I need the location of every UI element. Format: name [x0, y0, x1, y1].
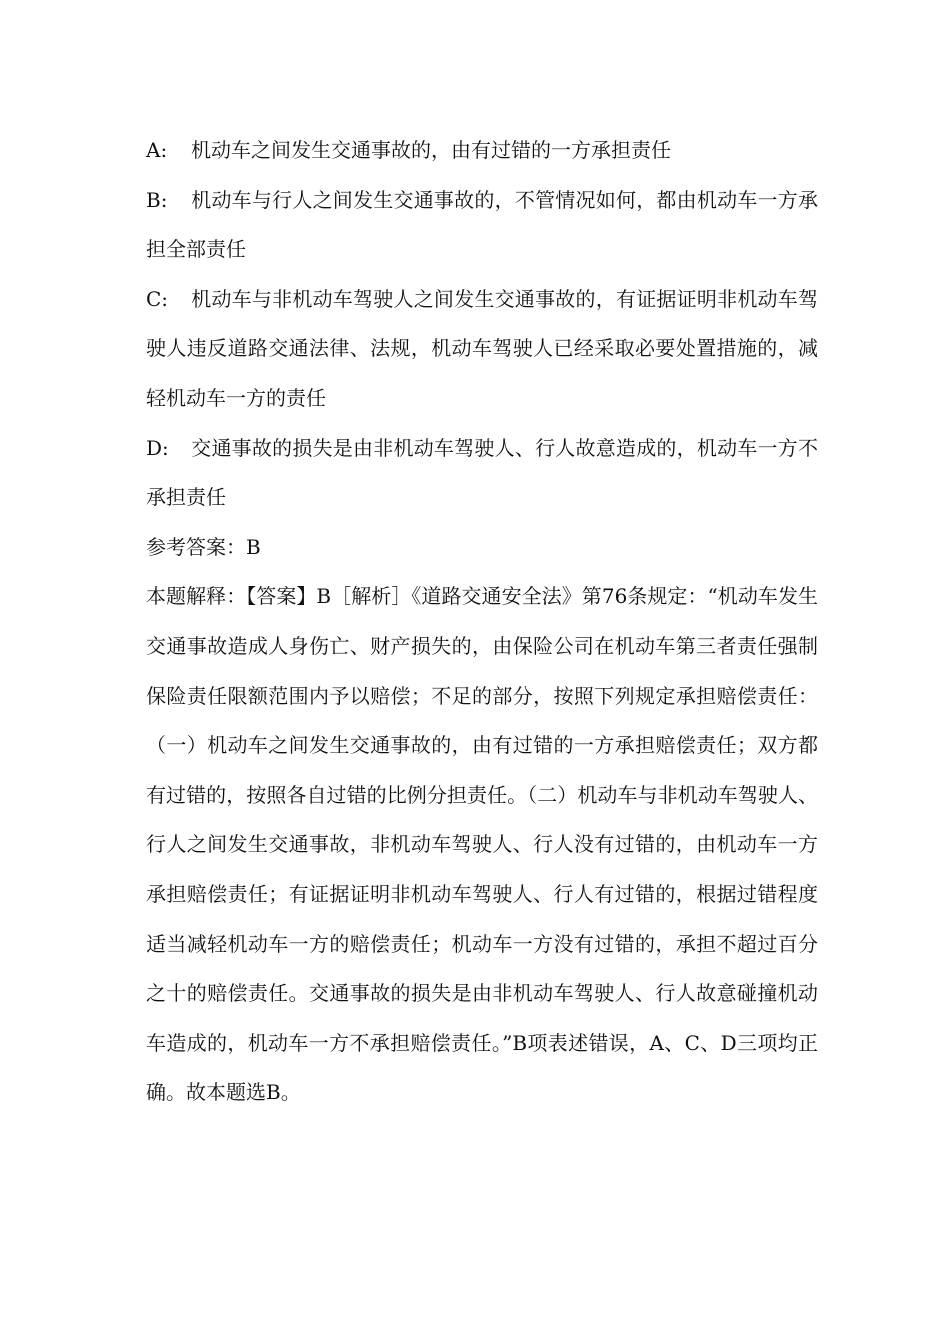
option-c: [146, 275, 818, 424]
option-a: [146, 126, 818, 176]
option-d: [146, 424, 818, 523]
option-a-text: 机动车之间发生交通事故的，由有过错的一方承担责任: [191, 138, 671, 162]
explanation: 本题解释：【答案】B［解析］《道路交通安全法》第76条规定：“机动车发生交通事故造成人身伤亡、财产损失的，由保险公司在机动车第三者责任强制保险责任限额范围内予以赔偿；不足的部分，按照下列规定承担赔偿责任：（一）机动车之间发生交通事故的，由有过错的一方承担赔偿责任；双方都有过错的，按照各自过错的比例分担责任。（二）机动车与非机动车驾驶人、行人之间发生交通事故，非机动车驾驶人、行人没有过错的，由机动车一方承担赔偿责任；有证据证明非机动车驾驶人、行人有过错的，根据过错程度适当减轻机动车一方的赔偿责任；机动车一方没有过错的，承担不超过百分之十的赔偿责任。交通事故的损失是由非机动车驾驶人、行人故意碰撞机动车造成的，机动车一方不承担赔偿责任。”B项表述错误，A、C、D三项均正确。故本题选B。: [146, 584, 818, 1105]
option-b-label: B:: [146, 187, 168, 212]
document-page: [146, 126, 818, 1118]
option-b-text: 机动车与行人之间发生交通事故的，不管情况如何，都由机动车一方承担全部责任: [146, 187, 818, 262]
option-a-label: A:: [146, 138, 168, 162]
option-d-text: 交通事故的损失是由非机动车驾驶人、行人故意造成的，机动车一方不承担责任: [146, 435, 818, 510]
option-c-text: 机动车与非机动车驾驶人之间发生交通事故的，有证据证明非机动车驾驶人违反道路交通法律、法规，机动车驾驶人已经采取必要处置措施的，减轻机动车一方的责任: [146, 286, 818, 410]
option-b: [146, 176, 818, 275]
reference-answer: 参考答案：B: [146, 534, 261, 559]
option-d-label: D:: [146, 435, 169, 460]
option-c-label: C:: [146, 286, 169, 311]
